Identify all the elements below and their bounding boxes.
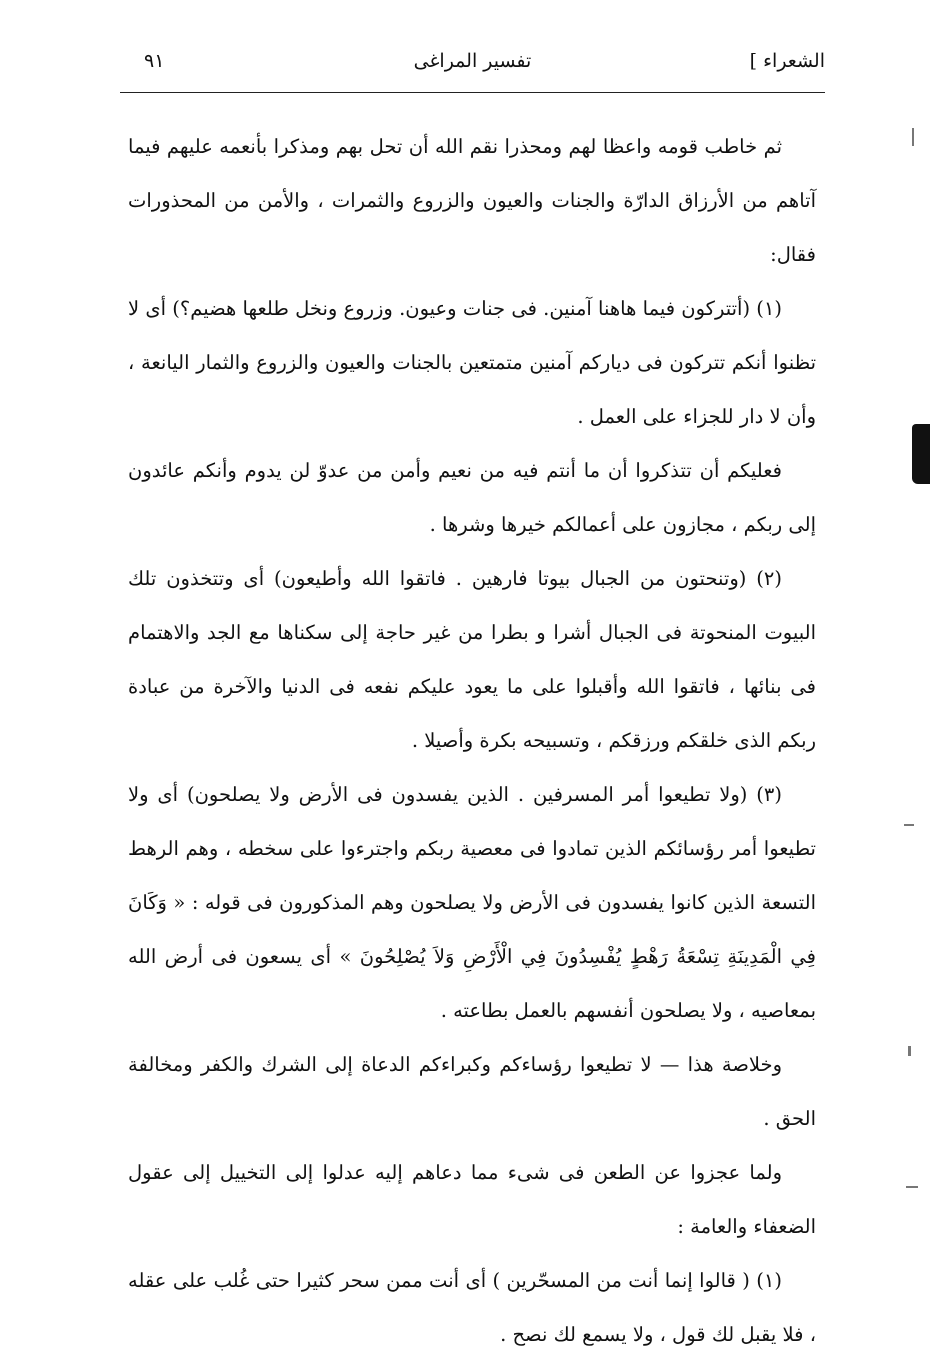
paragraph: (١) (أتتركون فيما هاهنا آمنين. فى جنات وعيون. وزروع ونخل طلعها هضيم؟) أى لا تظنوا أنكم تتركون فى دياركم آمنين متمتعين بالجنات والعيون والزروع والثمار اليانعة ، وأن لا دار للجزاء على العمل . xyxy=(128,297,816,428)
scan-speck xyxy=(906,1186,918,1188)
running-head-surah: الشعراء ] xyxy=(749,50,825,72)
header-rule xyxy=(120,92,825,93)
paragraph: (٣) (ولا تطيعوا أمر المسرفين . الذين يفسدون فى الأرض ولا يصلحون) أى ولا تطيعوا أمر رؤسائكم الذين تمادوا فى معصية ربكم واجترءوا على سخطه ، وهم الرهط التسعة الذين كانوا يفسدون فى الأرض ولا يصلحون وهم المذكورون فى قوله : « وَكَانَ فِي الْمَدِينَةِ تِسْعَةُ رَهْطٍ يُفْسِدُونَ فِي الْأَرْضِ وَلاَ يُصْلِحُونَ » أى يسعون فى أرض الله بمعاصيه ، ولا يصلحون أنفسهم بالعمل بطاعته . xyxy=(128,783,816,1022)
paragraph: (٢) (وتنحتون من الجبال بيوتا فارهين . فاتقوا الله وأطيعون) أى وتتخذون تلك البيوت المنحوتة فى الجبال أشرا و بطرا من غير حاجة إلى سكناها مع الجد والاهتمام فى بنائها ، فاتقوا الله وأقبلوا على ما يعود عليكم نفعه فى الدنيا والآخرة من عبادة ربكم الذى خلقكم ورزقكم ، وتسبيحه بكرة وأصيلا . xyxy=(128,567,816,752)
body-text xyxy=(128,120,816,1362)
scan-ink-blot xyxy=(912,424,930,484)
paragraph: ثم خاطب قومه واعظا لهم ومحذرا نقم الله أن تحل بهم ومذكرا بأنعمه عليهم فيما آتاهم من الأرزاق الدارّة والجنات والعيون والزروع والثمرات ، والأمن من المحذورات فقال: xyxy=(128,135,816,266)
running-head-title: تفسير المراغى xyxy=(413,50,532,72)
paragraph: وخلاصة هذا — لا تطيعوا رؤساءكم وكبراءكم الدعاة إلى الشرك والكفر ومخالفة الحق . xyxy=(128,1053,816,1130)
paragraph: ولما عجزوا عن الطعن فى شىء مما دعاهم إليه عدلوا إلى التخييل إلى عقول الضعفاء والعامة : xyxy=(128,1161,816,1238)
paragraph: (١) ( قالوا إنما أنت من المسحّرين ) أى أنت ممن سحر كثيرا حتى غُلب على عقله ، فلا يقبل لك قول ، ولا يسمع لك نصح . xyxy=(128,1269,816,1346)
page-header xyxy=(120,44,825,84)
scan-speck xyxy=(908,1046,911,1056)
paragraph: فعليكم أن تتذكروا أن ما أنتم فيه من نعيم وأمن من عدوّ لن يدوم وأنكم عائدون إلى ربكم ، مجازون على أعمالكم خيرها وشرها . xyxy=(128,459,816,536)
scan-speck xyxy=(904,824,914,826)
scan-speck xyxy=(912,128,914,146)
page-number: ٩١ xyxy=(144,50,165,72)
